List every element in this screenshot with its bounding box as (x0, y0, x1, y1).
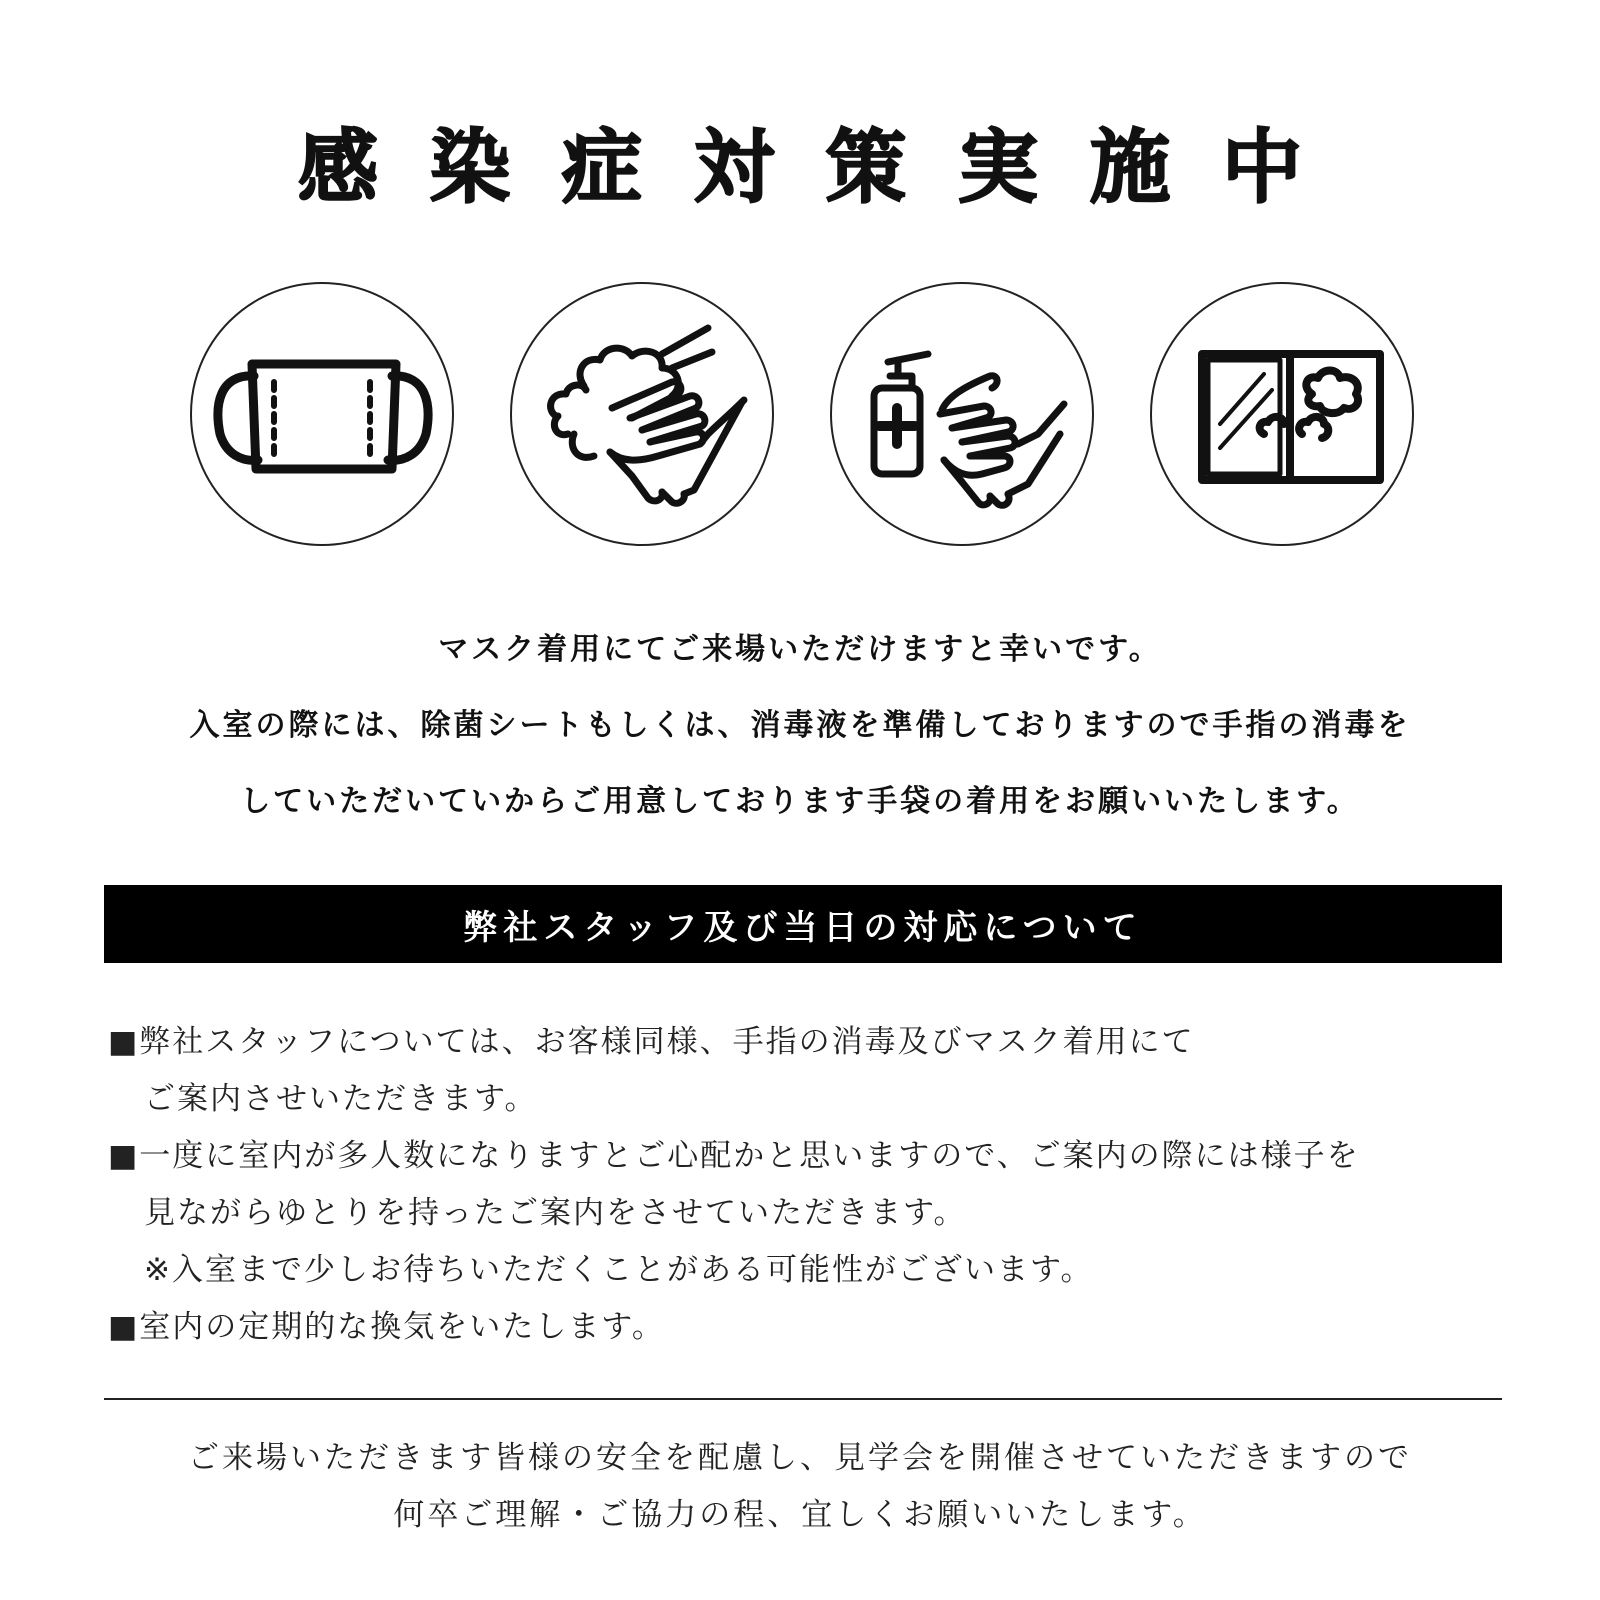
title-char: 施 (1090, 121, 1170, 214)
icon-row (0, 282, 1600, 552)
handwash-icon (510, 282, 774, 546)
list-item (108, 1138, 1360, 1174)
list-item-continuation: ご案内させいただきます。 (144, 1081, 538, 1117)
closing-line-2: 何卒ご理解・ご協力の程、宜しくお願いいたします。 (393, 1497, 1207, 1533)
list-item (108, 1024, 1195, 1060)
closing-line-1: ご来場いただきます皆様の安全を配慮し、見学会を開催させていただきますので (188, 1440, 1412, 1476)
title-char: 実 (958, 121, 1038, 214)
notice-line-3: していただいていからご用意しております手袋の着用をお願いいたします。 (240, 784, 1360, 819)
list-item-continuation: 見ながらゆとりを持ったご案内をさせていただきます。 (144, 1195, 967, 1231)
notice-line-1: マスク着用にてご来場いただけますと幸いです。 (438, 632, 1162, 667)
section-heading-band (104, 885, 1502, 963)
list-item-text: 室内の定期的な換気をいたします。 (139, 1309, 665, 1345)
notice-line-2: 入室の際には、除菌シートもしくは、消毒液を準備しておりますので手指の消毒を (189, 708, 1411, 743)
bullet-square: ■ (108, 1138, 140, 1174)
title-char: 中 (1222, 121, 1302, 214)
title-char: 染 (430, 121, 510, 214)
list-item (108, 1309, 665, 1345)
sanitizer-icon (830, 282, 1094, 546)
list-item-note: ※入室まで少しお待ちいただくことがある可能性がございます。 (144, 1252, 1094, 1288)
window-ventilation-icon (1150, 282, 1414, 546)
bullet-square: ■ (108, 1309, 140, 1345)
list-item-text: 弊社スタッフについては、お客様同様、手指の消毒及びマスク着用にて (139, 1024, 1195, 1060)
mask-icon (190, 282, 454, 546)
list-item-text: 一度に室内が多人数になりますとご心配かと思いますので、ご案内の際には様子を (139, 1138, 1360, 1174)
title-char: 対 (694, 121, 774, 214)
divider (104, 1398, 1502, 1400)
title-char: 感 (298, 121, 378, 214)
page-title (0, 118, 1600, 218)
bullet-square: ■ (108, 1024, 140, 1060)
title-char: 策 (826, 121, 906, 214)
title-char: 症 (562, 121, 642, 214)
section-heading: 弊社スタッフ及び当日の対応について (463, 907, 1143, 948)
